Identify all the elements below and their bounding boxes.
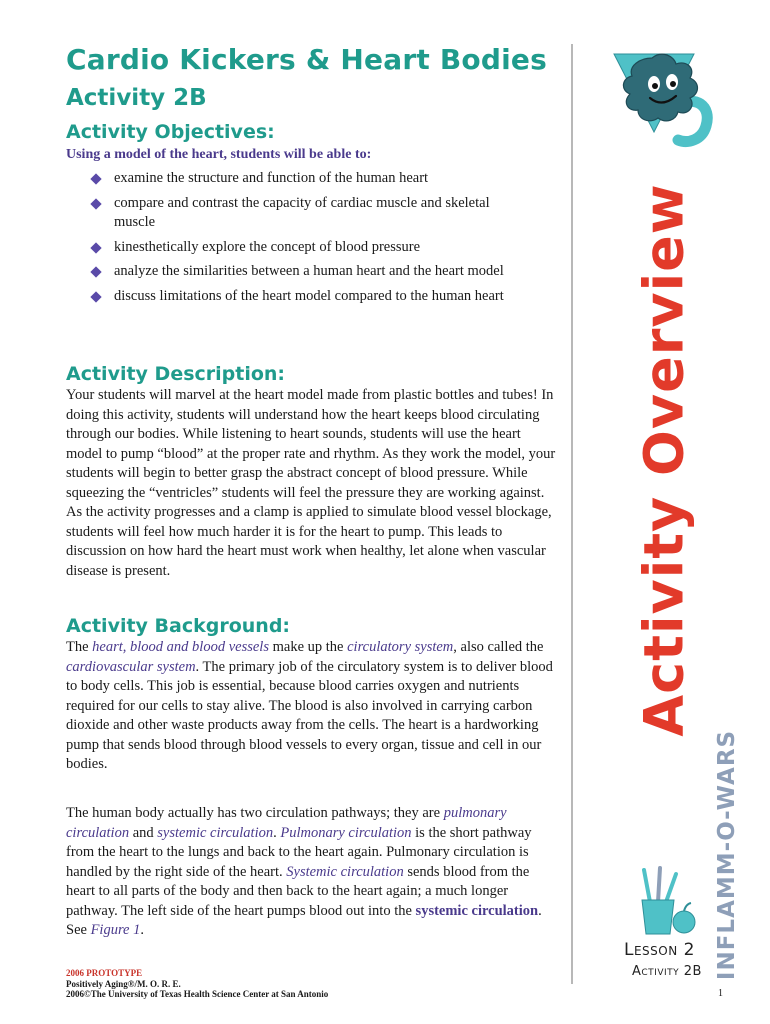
inflamm-o-wars-brand: INFLAMM-O-WARS (714, 729, 740, 981)
term-highlight: systemic circulation (415, 902, 539, 919)
description-text: Your students will marvel at the heart model made from plastic bottles and tubes! In doing this activity, students will understand how the heart keeps blood circulating through our bodies. While listening to heart sounds, students will use the heart model to pump “blood” at the proper rate and rhythm. As they work the model, your students will begin to better grasp the abstract concept of blood pressure. While squeezing the “ventricles” students will feel the pressure they are working against. As the activity progresses and a clamp is applied to simulate blood vessel blockage, students will feel how much harder it is for the heart to pump. This leads to discussion on how hard the heart must work when healthy, let alone when vascular disease is present. (66, 387, 556, 579)
objective-item: discuss limitations of the heart model compared to the human heart (90, 287, 520, 307)
pencil-cup-apple-icon (638, 866, 700, 938)
diamond-bullet-icon (90, 266, 101, 277)
activity-subtitle: Activity 2B (66, 85, 207, 111)
term-highlight: circulatory system (347, 639, 454, 655)
objectives-list (90, 169, 520, 311)
footer-copyright: 2006©The University of Texas Health Science Center at San Antonio (66, 989, 329, 999)
objective-item: examine the structure and function of the human heart (90, 169, 520, 189)
objective-item: compare and contrast the capacity of cardiac muscle and skeletal muscle (90, 194, 520, 233)
sidebar-divider (571, 44, 573, 984)
footer (66, 968, 328, 1000)
figure-reference: Figure 1 (90, 922, 141, 938)
objectives-intro: Using a model of the heart, students will be able to: (66, 147, 372, 162)
term-highlight: cardiovascular system (66, 658, 196, 675)
background-paragraph-2: The human body actually has two circulation pathways; they are pulmonary circulation and systemic circulation. Pulmonary circulation is the short pathway from the heart to the lungs and back to the heart again. Pulmonary circulation is handled by the right side of the heart. Systemic circulation sends blood from the heart to all parts of the body and then back to the heart again; a much longer pathway. The left side of the heart pumps blood out into the systemic circulation. See Figure 1. (66, 805, 542, 938)
description-heading: Activity Description: (66, 363, 286, 385)
background-paragraph-1: The heart, blood and blood vessels make up the circulatory system, also called the cardiovascular system. The primary job of the circulatory system is to deliver blood to body cells. This job is essential, because blood carries oxygen and nutrients required for our cells to stay alive. The blood is also involved in carrying carbon dioxide and other waste products away from the cells. The heart is a hardworking pump that sends blood through blood vessels to every organ, tissue and cell in our bodies. (66, 639, 553, 772)
background-heading: Activity Background: (66, 615, 291, 637)
diamond-bullet-icon (90, 242, 101, 253)
term-highlight: pulmonary circulation (66, 805, 507, 841)
diamond-bullet-icon (90, 173, 101, 184)
diamond-bullet-icon (90, 291, 101, 302)
page-title: Cardio Kickers & Heart Bodies (66, 43, 547, 76)
blob-mascot-icon (592, 48, 742, 182)
objective-item: analyze the similarities between a human heart and the heart model (90, 262, 520, 282)
objectives-heading: Activity Objectives: (66, 121, 275, 143)
footer-prototype: 2006 PROTOTYPE (66, 968, 143, 978)
objective-item: kinesthetically explore the concept of blood pressure (90, 238, 520, 258)
page-number: 1 (718, 988, 723, 999)
lesson-label: Lesson 2 (624, 940, 695, 960)
footer-credit: Positively Aging®/M. O. R. E. (66, 978, 181, 989)
term-highlight: systemic circulation (157, 824, 274, 841)
term-highlight: Pulmonary circulation (280, 824, 412, 841)
activity-overview-vertical-title: Activity Overview (632, 183, 696, 737)
term-highlight: Systemic circulation (286, 863, 404, 880)
diamond-bullet-icon (90, 198, 101, 209)
term-highlight: heart, blood and blood vessels (92, 639, 269, 655)
activity-label: Activity 2B (632, 964, 702, 979)
